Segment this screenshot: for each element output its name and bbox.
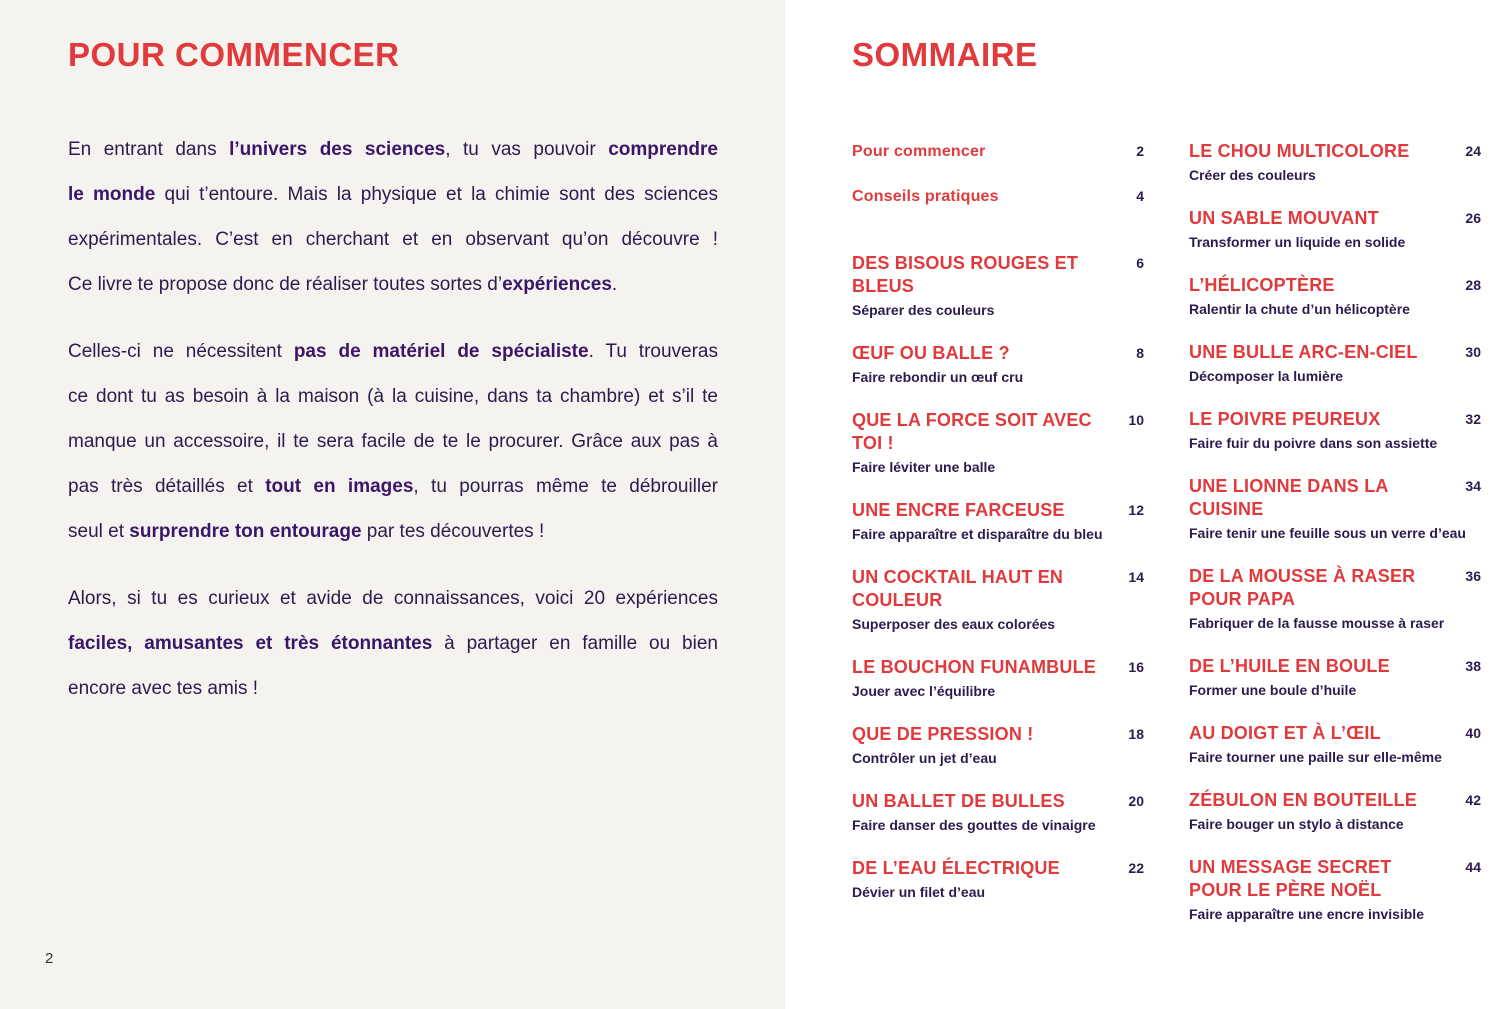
bold-text: tout en images xyxy=(265,476,414,497)
text: Celles-ci ne nécessitent xyxy=(68,341,294,362)
toc-entry[interactable] xyxy=(852,723,1144,770)
toc-entry[interactable] xyxy=(1189,789,1481,836)
toc-entry-title: LE CHOU MULTICOLORE xyxy=(1189,141,1410,161)
toc-page-number: 38 xyxy=(1465,658,1481,674)
toc-entry-subtitle: Faire tenir une feuille sous un verre d’eau xyxy=(1189,525,1466,541)
text-line xyxy=(68,630,718,675)
toc-entry-title: DES BISOUS ROUGES ET BLEUS xyxy=(852,253,1079,296)
toc-entry[interactable] xyxy=(852,252,1144,322)
toc-entry-subtitle: Ralentir la chute d’un hélicoptère xyxy=(1189,301,1410,317)
text: encore avec tes amis ! xyxy=(68,678,259,699)
toc-entry-subtitle: Faire apparaître et disparaître du bleu xyxy=(852,526,1103,542)
toc-entry-subtitle: Faire léviter une balle xyxy=(852,459,996,475)
toc-entry[interactable] xyxy=(852,409,1144,479)
toc-entry-subtitle: Contrôler un jet d’eau xyxy=(852,750,997,766)
toc-entry[interactable] xyxy=(1189,655,1481,702)
toc-entry[interactable] xyxy=(1189,408,1481,455)
bold-text: faciles, amusantes et très étonnantes xyxy=(68,633,433,654)
toc-page-number: 24 xyxy=(1465,143,1481,159)
toc-entry-title: ZÉBULON EN BOUTEILLE xyxy=(1189,790,1417,810)
toc-entry-subtitle: Jouer avec l’équilibre xyxy=(852,683,996,699)
text: . Tu trouveras xyxy=(588,341,718,362)
toc-entry-subtitle: Créer des couleurs xyxy=(1189,167,1316,183)
text: seul et xyxy=(68,521,130,542)
text: qui t’entoure. Mais la physique et la chimie sont des sciences xyxy=(155,184,719,205)
toc-entry-title: ŒUF OU BALLE ? xyxy=(852,343,1010,363)
toc-entry[interactable] xyxy=(852,656,1144,703)
text: En entrant dans xyxy=(68,139,230,160)
toc-entry-title: LE BOUCHON FUNAMBULE xyxy=(852,657,1096,677)
toc-entry-title: UNE BULLE ARC-EN-CIEL xyxy=(1189,342,1418,362)
toc-entry-title: AU DOIGT ET À L’ŒIL xyxy=(1189,723,1381,743)
toc-page-number: 22 xyxy=(1128,860,1144,876)
toc-entry-subtitle: Superposer des eaux colorées xyxy=(852,616,1056,632)
text-line xyxy=(68,271,718,316)
toc-page-number: 4 xyxy=(1136,188,1144,204)
bold-text: comprendre xyxy=(608,139,718,160)
toc-entry[interactable] xyxy=(852,140,1144,163)
text: pas très détaillés et xyxy=(68,476,266,497)
text: ce dont tu as besoin à la maison (à la cuisine, dans ta chambre) et s’il te xyxy=(68,386,718,407)
toc-page-number: 20 xyxy=(1128,793,1144,809)
toc-entry[interactable] xyxy=(852,499,1144,546)
toc-entry-title: L’HÉLICOPTÈRE xyxy=(1189,275,1335,295)
text: . xyxy=(611,274,618,295)
bold-text: expériences xyxy=(502,274,612,295)
bold-text: surprendre ton entourage xyxy=(129,521,362,542)
intro-text xyxy=(68,136,718,742)
bold-text: l’univers des sciences xyxy=(229,139,446,160)
toc-page-number: 6 xyxy=(1136,255,1144,271)
toc-entry-subtitle: Faire tourner une paille sur elle-même xyxy=(1189,749,1442,765)
toc-entry-title: DE L’EAU ÉLECTRIQUE xyxy=(852,858,1060,878)
toc-entry-title: UN BALLET DE BULLES xyxy=(852,791,1065,811)
toc-entry[interactable] xyxy=(1189,475,1481,545)
toc-entry[interactable] xyxy=(1189,341,1481,388)
toc-page-number: 10 xyxy=(1128,412,1144,428)
toc-page-number: 36 xyxy=(1465,568,1481,584)
page-number: 2 xyxy=(45,950,54,967)
toc-page-number: 34 xyxy=(1465,478,1481,494)
toc-entry[interactable] xyxy=(1189,722,1481,769)
toc-entry-subtitle: Dévier un filet d’eau xyxy=(852,884,986,900)
text: Ce livre te propose donc de réaliser xyxy=(68,274,374,295)
toc-entry-subtitle: Séparer des couleurs xyxy=(852,302,995,318)
toc-column-1 xyxy=(852,140,1144,924)
bold-text: pas de matériel de spécialiste xyxy=(293,341,589,362)
toc-entry[interactable] xyxy=(852,185,1144,208)
toc-entry-subtitle: Fabriquer de la fausse mousse à raser xyxy=(1189,615,1445,631)
toc-page-number: 44 xyxy=(1465,859,1481,875)
toc-entry[interactable] xyxy=(852,566,1144,636)
toc-entry-title: UNE LIONNE DANS LA CUISINE xyxy=(1189,476,1388,519)
paragraph xyxy=(68,585,718,720)
text-line xyxy=(68,338,718,383)
toc-entry-title: QUE LA FORCE SOIT AVEC TOI ! xyxy=(852,410,1092,453)
text: Alors, si tu es curieux et avide de connaissances, voici 20 expériences xyxy=(68,588,718,609)
text: toutes sortes d’ xyxy=(373,274,503,295)
toc-page-number: 30 xyxy=(1465,344,1481,360)
right-page xyxy=(785,0,1500,1009)
toc-entry-title: DE L’HUILE EN BOULE xyxy=(1189,656,1390,676)
toc-page-number: 40 xyxy=(1465,725,1481,741)
toc-page-number: 14 xyxy=(1128,569,1144,585)
toc-entry[interactable] xyxy=(1189,565,1481,635)
toc-page-number: 28 xyxy=(1465,277,1481,293)
page-title: POUR COMMENCER xyxy=(68,36,400,73)
toc-entry[interactable] xyxy=(852,857,1144,904)
toc-entry[interactable] xyxy=(1189,274,1481,321)
toc-entry-subtitle: Former une boule d’huile xyxy=(1189,682,1357,698)
toc-entry-title: LE POIVRE PEUREUX xyxy=(1189,409,1381,429)
toc-entry-subtitle: Faire danser des gouttes de vinaigre xyxy=(852,817,1096,833)
text: expérimentales. C’est en cherchant et en observant qu’on découvre ! xyxy=(68,229,718,250)
toc-entry-title: UN SABLE MOUVANT xyxy=(1189,208,1379,228)
toc-entry-subtitle: Faire fuir du poivre dans son assiette xyxy=(1189,435,1438,451)
toc-entry[interactable] xyxy=(1189,207,1481,254)
toc-entry-subtitle: Décomposer la lumière xyxy=(1189,368,1344,384)
toc-entry-subtitle: Faire rebondir un œuf cru xyxy=(852,369,1024,385)
text-line xyxy=(68,181,718,226)
text: manque un accessoire, il te sera facile de te le procurer. Grâce aux pas à xyxy=(68,431,718,452)
toc-entry-title: Conseils pratiques xyxy=(852,188,999,205)
text-line xyxy=(68,585,718,630)
toc-entry-subtitle: Transformer un liquide en solide xyxy=(1189,234,1406,250)
text: par tes découvertes ! xyxy=(361,521,545,542)
text-line xyxy=(68,675,718,720)
paragraph xyxy=(68,136,718,316)
toc-entry[interactable] xyxy=(1189,140,1481,187)
text-line xyxy=(68,473,718,518)
text-line xyxy=(68,383,718,428)
toc-column-2 xyxy=(1189,140,1481,946)
toc-entry[interactable] xyxy=(1189,856,1481,926)
toc-page-number: 32 xyxy=(1465,411,1481,427)
toc-entry-subtitle: Faire bouger un stylo à distance xyxy=(1189,816,1404,832)
toc-entry-title: DE LA MOUSSE À RASER POUR PAPA xyxy=(1189,566,1416,609)
toc-page-number: 2 xyxy=(1136,143,1144,159)
toc-page-number: 16 xyxy=(1128,659,1144,675)
text-line xyxy=(68,136,718,181)
paragraph xyxy=(68,338,718,563)
toc-entry-title: UN MESSAGE SECRET POUR LE PÈRE NOËL xyxy=(1189,857,1392,900)
text-line xyxy=(68,428,718,473)
toc-page-number: 42 xyxy=(1465,792,1481,808)
toc-entry-title: Pour commencer xyxy=(852,143,986,160)
toc-entry-title: QUE DE PRESSION ! xyxy=(852,724,1034,744)
text-line xyxy=(68,226,718,271)
toc-entry[interactable] xyxy=(852,342,1144,389)
toc-entry-subtitle: Faire apparaître une encre invisible xyxy=(1189,906,1424,922)
text: , tu vas pouvoir xyxy=(445,139,609,160)
toc-entry-title: UNE ENCRE FARCEUSE xyxy=(852,500,1065,520)
toc-page-number: 8 xyxy=(1136,345,1144,361)
toc-title: SOMMAIRE xyxy=(852,36,1038,73)
text-line xyxy=(68,518,718,563)
toc-page-number: 18 xyxy=(1128,726,1144,742)
bold-text: le monde xyxy=(68,184,156,205)
toc-entry[interactable] xyxy=(852,790,1144,837)
text: à partager en famille ou bien xyxy=(432,633,718,654)
toc-page-number: 26 xyxy=(1465,210,1481,226)
toc-entry-title: UN COCKTAIL HAUT EN COULEUR xyxy=(852,567,1064,610)
text: , tu pourras même te débrouiller xyxy=(413,476,719,497)
toc-page-number: 12 xyxy=(1128,502,1144,518)
